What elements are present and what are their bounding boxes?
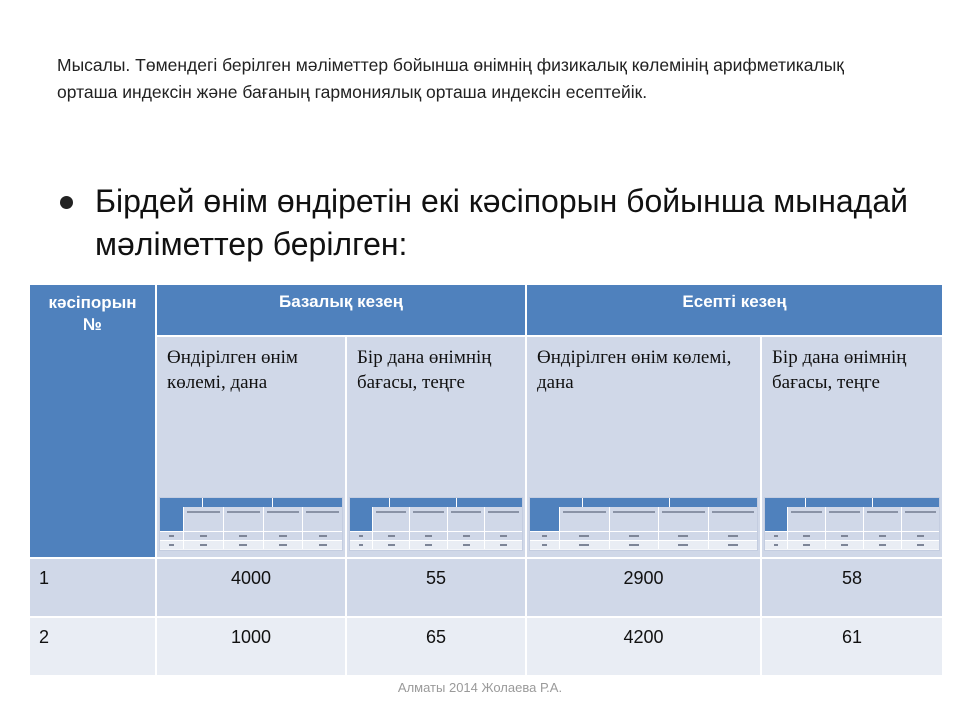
bullet-item <box>58 180 908 266</box>
subheader-label: Өндірілген өнім көлемі, дана <box>167 347 298 393</box>
report-volume-cell: 4200 <box>526 617 761 676</box>
table-header-row <box>29 284 943 336</box>
report-volume-cell: 2900 <box>526 558 761 617</box>
report-price-cell: 61 <box>761 617 943 676</box>
enterprise-header-label: кәсіпорын <box>48 293 137 312</box>
base-volume-cell: 1000 <box>156 617 346 676</box>
bullet-icon <box>60 196 73 209</box>
subheader-base-price <box>346 336 526 558</box>
enterprise-header <box>29 284 156 558</box>
table-thumbnail <box>764 497 940 551</box>
enterprise-number-cell: 1 <box>29 558 156 617</box>
table-thumbnail <box>159 497 343 551</box>
bullet-text: Бірдей өнім өндіретін екі кәсіпорын бойынша мынадай мәліметтер берілген: <box>95 183 909 262</box>
slide-footer: Алматы 2014 Жолаева Р.А. <box>397 680 563 695</box>
enterprise-number-label: № <box>83 315 102 334</box>
enterprise-number-cell: 2 <box>29 617 156 676</box>
base-price-cell: 55 <box>346 558 526 617</box>
base-period-header: Базалық кезең <box>156 284 526 336</box>
report-period-header: Есепті кезең <box>526 284 943 336</box>
data-table <box>28 283 944 677</box>
subheader-label: Өндірілген өнім көлемі, дана <box>537 347 732 393</box>
base-price-cell: 65 <box>346 617 526 676</box>
subheader-label: Бір дана өнімнің бағасы, теңге <box>357 347 492 393</box>
intro-paragraph: Мысалы. Төмендегі берілген мәліметтер бойынша өнімнің физикалық көлемінің арифметикалық орташа индексін және бағаның гармониялық орташа индексін есептейік. <box>57 55 844 102</box>
subheader-label: Бір дана өнімнің бағасы, теңге <box>772 347 907 393</box>
subheader-report-volume <box>526 336 761 558</box>
base-volume-cell: 4000 <box>156 558 346 617</box>
table-row <box>29 617 943 676</box>
subheader-base-volume <box>156 336 346 558</box>
report-price-cell: 58 <box>761 558 943 617</box>
table-thumbnail <box>529 497 758 551</box>
table-thumbnail <box>349 497 523 551</box>
table-row <box>29 558 943 617</box>
table-subheader-row <box>29 336 943 558</box>
subheader-report-price <box>761 336 943 558</box>
